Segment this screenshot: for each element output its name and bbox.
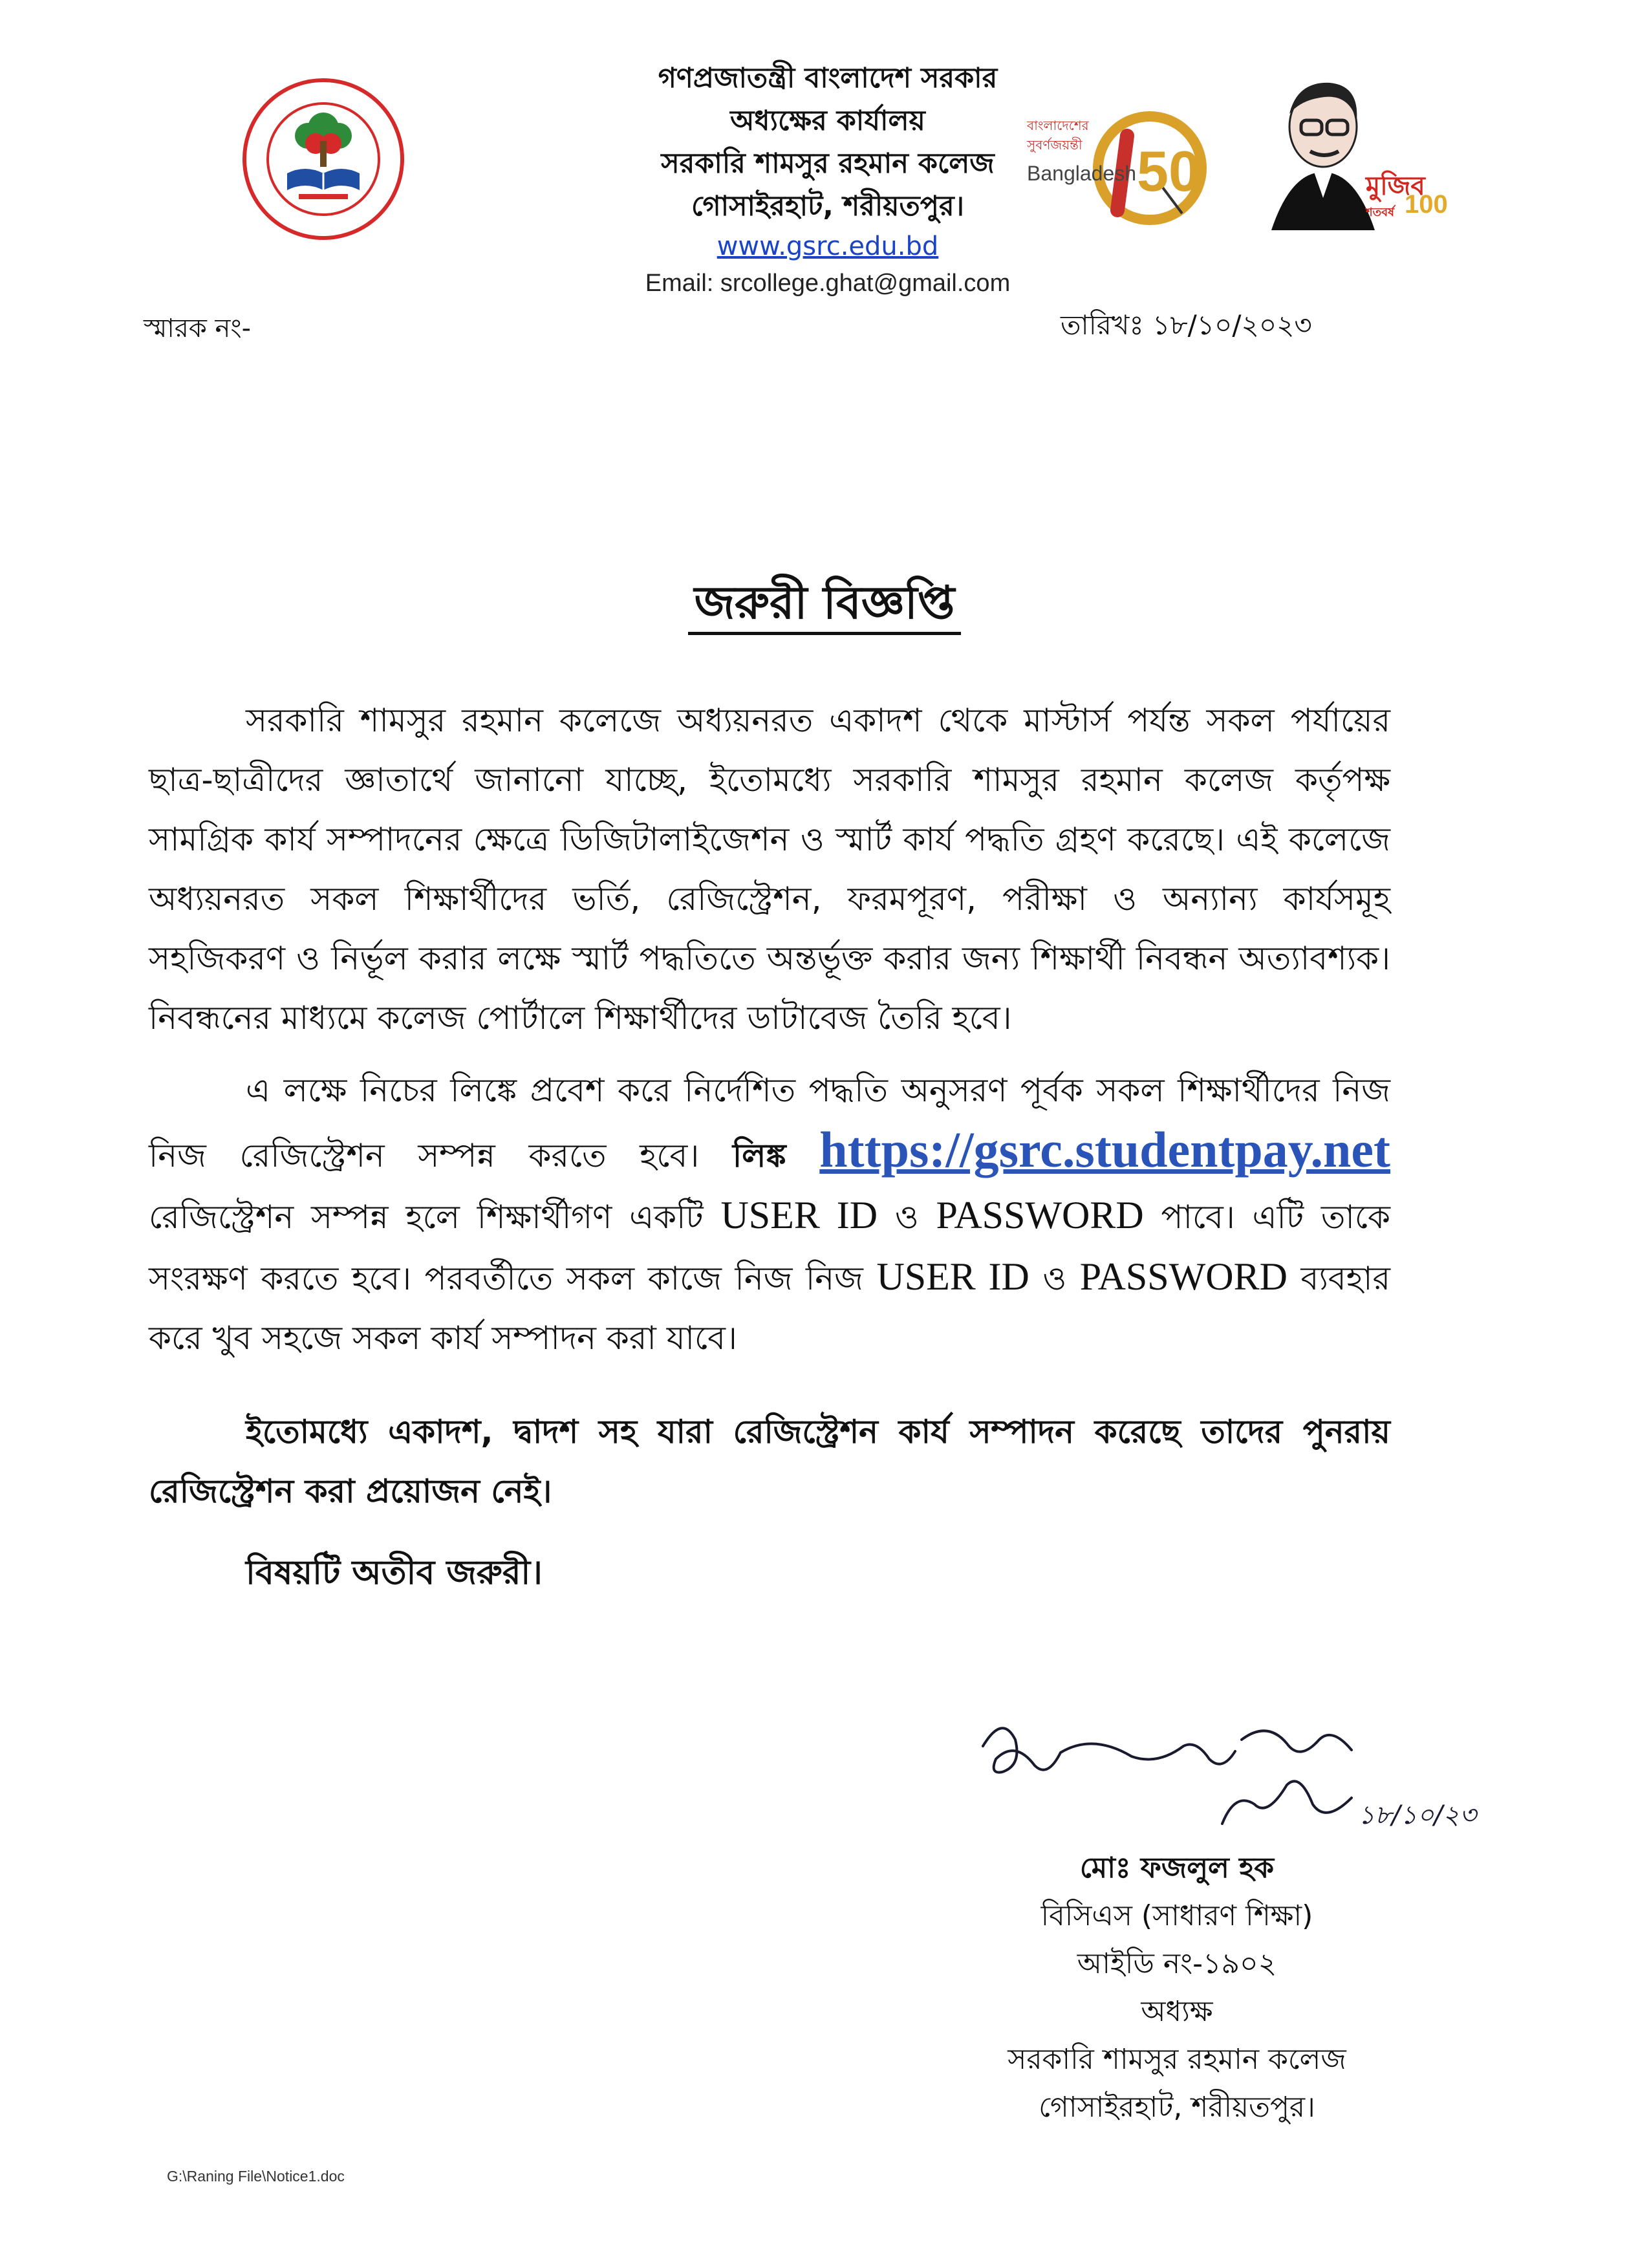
password-text-2: PASSWORD [1079, 1255, 1288, 1298]
anniversary-line2: সুবর্ণজয়ন্তী [1027, 137, 1083, 153]
paragraph-registration [149, 1061, 1390, 1368]
signatory-college: সরকারি শামসুর রহমান কলেজ [1008, 2043, 1346, 2076]
college-emblem-icon [241, 76, 406, 242]
notice-date: তারিখঃ ১৮/১০/২০২৩ [1061, 309, 1312, 341]
portrait-label: মুজিব [1366, 171, 1425, 201]
anniversary-number: 50 [1137, 139, 1200, 203]
portrait-logo [1252, 69, 1446, 237]
usage-text: ব্যবহার করে খুব সহজে সকল কার্য সম্পাদন করা যাবে। [149, 1260, 1390, 1357]
paragraph-already-registered: ইতোমধ্যে একাদশ, দ্বাদশ সহ যারা রেজিস্ট্রেশন কার্য সম্পাদন করেছে তাদের পুনরায় রেজিস্ট্রেশন করা প্রয়োজন নেই। [149, 1413, 1390, 1510]
header-college-name: সরকারি শামসুর রহমান কলেজ [661, 147, 995, 180]
user-id-text: USER ID [720, 1194, 878, 1237]
registration-instruction: এ লক্ষে নিচের লিঙ্কে প্রবেশ করে নির্দেশিত পদ্ধতি অনুসরণ পূর্বক সকল শিক্ষার্থীদের নিজ নিজ রেজিস্ট্রেশন সম্পন্ন করতে হবে। [149, 1072, 1390, 1174]
file-path: G:\Raning File\Notice1.doc [167, 2168, 345, 2185]
signatory-address: গোসাইরহাট, শরীয়তপুর। [1039, 2091, 1315, 2124]
and-text: ও [894, 1198, 919, 1236]
signatory-name: মোঃ ফজলুল হক [1079, 1852, 1275, 1885]
memo-number: স্মারক নং- [144, 314, 252, 343]
portrait-label2: শতবর্ষ [1366, 206, 1395, 219]
paragraph-intro: সরকারি শামসুর রহমান কলেজে অধ্যয়নরত একাদশ থেকে মাস্টার্স পর্যন্ত সকল পর্যায়ের ছাত্র-ছাত্রীদের জ্ঞাতার্থে জানানো যাচ্ছে, ইতোমধ্যে সরকারি শামসুর রহমান কলেজ কর্তৃপক্ষ সামগ্রিক কার্য সম্পাদনের ক্ষেত্রে ডিজিটালাইজেশন ও স্মার্ট কার্য পদ্ধতি গ্রহণ করেছে। এই কলেজে অধ্যয়নরত সকল শিক্ষার্থীদের ভর্তি, রেজিস্ট্রেশন, ফরমপূরণ, পরীক্ষা ও অন্যান্য কার্যসমূহ সহজিকরণ ও নির্ভূল করার লক্ষে স্মার্ট পদ্ধতিতে অন্তর্ভূক্ত করার জন্য শিক্ষার্থী নিবন্ধন অত্যাবশ্যক। নিবন্ধনের মাধ্যমে কলেজ পোর্টালে শিক্ষার্থীদের ডাটাবেজ তৈরি হবে। [149, 702, 1390, 1037]
paragraph-urgent: বিষয়টি অতীব জরুরী। [246, 1553, 543, 1592]
anniversary-logo [1020, 91, 1208, 239]
user-id-text-2: USER ID [876, 1255, 1029, 1298]
signatory-designation: অধ্যক্ষ [1141, 1995, 1213, 2028]
header-government: গণপ্রজাতন্ত্রী বাংলাদেশ সরকার [658, 62, 998, 94]
link-label: লিঙ্ক [732, 1137, 786, 1174]
signature-date: ১৮/১০/২৩ [1358, 1800, 1476, 1830]
preserve-text: পাবে। এটি তাকে সংরক্ষণ করতে হবে। পরবর্তীতে সকল কাজে নিজ নিজ [149, 1198, 1390, 1297]
signatory-id: আইডি নং-১৯০২ [1077, 1947, 1277, 1980]
and-text-2: ও [1042, 1260, 1067, 1297]
website-link[interactable]: www.gsrc.edu.bd [717, 232, 939, 261]
notice-title-text: জরুরী বিজ্ঞপ্তি [688, 576, 962, 635]
signatory-cadre: বিসিএস (সাধারণ শিক্ষা) [1040, 1899, 1313, 1932]
college-logo [241, 76, 406, 242]
header-college-address: গোসাইরহাট, শরীয়তপুর। [691, 190, 964, 222]
anniversary-line1: বাংলাদেশের [1027, 118, 1089, 133]
anniversary-word: Bangladesh [1027, 162, 1137, 185]
email-text: Email: srcollege.ghat@gmail.com [645, 270, 1011, 297]
header-office: অধ্যক্ষের কার্যালয় [730, 105, 925, 137]
registration-complete-text: রেজিস্ট্রেশন সম্পন্ন হলে শিক্ষার্থীগণ একটি [149, 1198, 704, 1236]
password-text: PASSWORD [936, 1194, 1144, 1237]
signatory-block [918, 1844, 1436, 2132]
handwritten-signature-icon [964, 1694, 1476, 1850]
notice-title [0, 570, 1649, 635]
registration-link[interactable]: https://gsrc.studentpay.net [819, 1121, 1390, 1178]
portrait-number: 100 [1405, 190, 1448, 219]
signature [964, 1694, 1476, 1850]
